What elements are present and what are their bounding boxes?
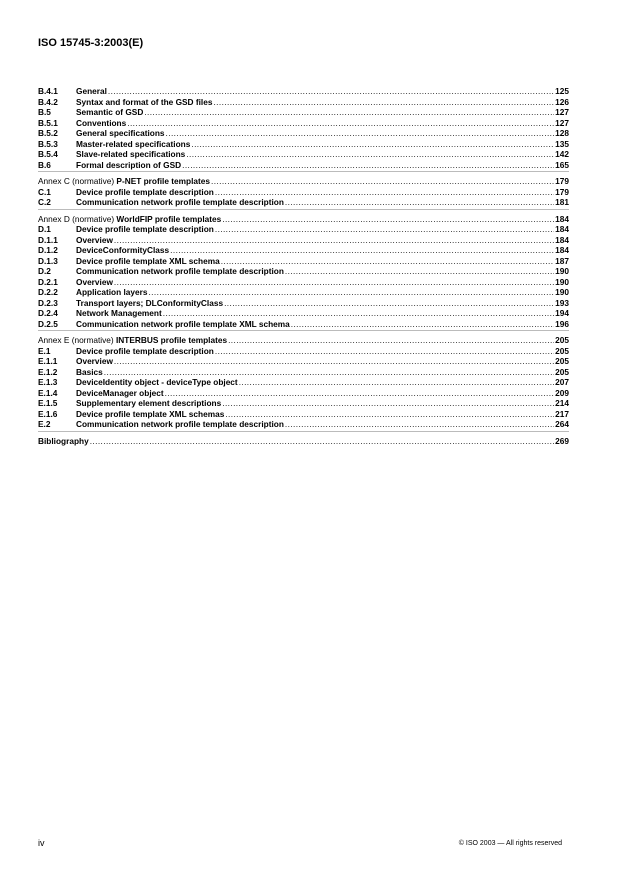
toc-entry-number: B.4.1 (38, 86, 58, 96)
toc-entry[interactable] (38, 245, 569, 256)
toc-entry-number: D.2 (38, 266, 51, 276)
toc-entry[interactable] (38, 197, 569, 208)
dot-leader (186, 149, 554, 160)
dot-leader (108, 86, 554, 97)
toc-entry-page: 128 (555, 128, 569, 138)
toc-entry-page: 135 (555, 138, 569, 149)
toc-entry-title: Device profile template description (76, 345, 214, 356)
dot-leader (222, 398, 554, 409)
toc-entry[interactable] (38, 419, 569, 430)
toc-entry-number: C.2 (38, 197, 51, 207)
toc-entry-number: D.2.4 (38, 308, 58, 318)
toc-annex-entry[interactable] (38, 176, 569, 187)
toc-entry-title: Communication network profile template description (76, 266, 284, 276)
toc-entry-title: Device profile template description (76, 186, 214, 197)
toc-entry-title (38, 214, 221, 225)
toc-entry-page: 184 (555, 213, 569, 224)
toc-entry-number: D.2.3 (38, 297, 58, 308)
annex-normative: (normative) (72, 176, 115, 186)
toc-entry-page: 165 (555, 159, 569, 170)
page-number: iv (38, 838, 45, 848)
toc-entry-title: Overview (76, 356, 113, 366)
dot-leader (114, 235, 554, 246)
toc-entry-title: Semantic of GSD (76, 107, 144, 117)
dot-leader (285, 197, 554, 208)
dot-leader (228, 335, 554, 346)
toc-entry-number: E.1.5 (38, 398, 58, 408)
toc-entry[interactable] (38, 266, 569, 277)
toc-entry-number: D.1.2 (38, 245, 58, 255)
toc-entry[interactable] (38, 256, 569, 267)
annex-label: Annex D (38, 213, 70, 224)
toc-entry-title: Communication network profile template XML schema (76, 318, 290, 329)
annex-title: INTERBUS profile templates (115, 335, 228, 345)
toc-annex-entry[interactable] (38, 436, 569, 447)
toc-entry[interactable] (38, 128, 569, 139)
toc-entry[interactable] (38, 118, 569, 129)
annex-title: P-NET profile templates (116, 176, 211, 186)
toc-entry-page: 269 (555, 435, 569, 446)
toc-entry-title: Master-related specifications (76, 138, 191, 149)
dot-leader (166, 128, 555, 139)
toc-entry-number: E.1.1 (38, 356, 58, 366)
toc-entry[interactable] (38, 277, 569, 288)
toc-entry-page: 196 (555, 318, 569, 329)
toc-entry-number: D.1 (38, 224, 51, 234)
toc-entry[interactable] (38, 107, 569, 118)
toc-annex-entry[interactable] (38, 335, 569, 346)
dot-leader (225, 409, 554, 420)
annex-label: Annex C (38, 176, 70, 186)
toc-entry[interactable] (38, 319, 569, 330)
toc-entry-page: 187 (555, 255, 569, 266)
toc-entry-title (38, 436, 89, 447)
toc-entry[interactable] (38, 287, 569, 298)
annex-title: Bibliography (38, 435, 89, 446)
toc-entry[interactable] (38, 160, 569, 171)
dot-leader (215, 224, 554, 235)
document-header: ISO 15745-3:2003(E) (38, 37, 144, 49)
toc-entry-title (38, 176, 210, 187)
dot-leader (211, 176, 554, 187)
toc-entry-title: General specifications (76, 128, 165, 138)
toc-entry-number: D.1.3 (38, 255, 58, 266)
toc-entry-title: Conventions (76, 117, 127, 128)
toc-entry-number: E.2 (38, 419, 51, 429)
toc-entry-page: 194 (555, 308, 569, 318)
annex-title: WorldFIP profile templates (116, 213, 222, 224)
toc-entry-title: Supplementary element descriptions (76, 398, 222, 408)
dot-leader (170, 245, 554, 256)
toc-entry-page: 179 (555, 176, 569, 186)
dot-leader (165, 388, 555, 399)
toc-entry-page: 127 (555, 117, 569, 128)
dot-leader (215, 346, 554, 357)
toc-entry[interactable] (38, 139, 569, 150)
toc-entry[interactable] (38, 86, 569, 97)
toc-entry[interactable] (38, 356, 569, 367)
toc-entry-number: D.2.5 (38, 318, 58, 329)
dot-leader (224, 298, 554, 309)
toc-entry-page: 125 (555, 86, 569, 96)
toc-entry-title: Slave-related specifications (76, 149, 186, 159)
toc-entry[interactable] (38, 308, 569, 319)
toc-entry-page: 184 (555, 245, 569, 255)
toc-entry-title: Device profile template XML schema (76, 255, 220, 266)
dot-leader (221, 256, 554, 267)
toc-annex-entry[interactable] (38, 214, 569, 225)
toc-entry-title: Application layers (76, 287, 148, 297)
dot-leader (114, 356, 554, 367)
dot-leader (285, 266, 554, 277)
toc-entry-title: Basics (76, 366, 103, 377)
toc-entry-title: Syntax and format of the GSD files (76, 96, 213, 107)
toc-entry-page: 217 (555, 408, 569, 419)
toc-entry-page: 209 (555, 387, 569, 398)
toc-entry-page: 190 (555, 276, 569, 287)
toc-entry-page: 214 (555, 398, 569, 408)
dot-leader (222, 214, 554, 225)
toc-entry-title: Overview (76, 276, 113, 287)
dot-leader (285, 419, 554, 430)
toc-entry-title: Network Management (76, 308, 162, 318)
toc-entry[interactable] (38, 187, 569, 198)
dot-leader (144, 107, 554, 118)
toc-entry-page: 205 (555, 335, 569, 345)
dot-leader (182, 160, 554, 171)
toc-entry-number: D.1.1 (38, 234, 58, 245)
toc-entry-page: 142 (555, 149, 569, 159)
annex-normative: (normative) (71, 335, 114, 345)
toc-entry-page: 205 (555, 356, 569, 366)
toc-entry-page: 179 (555, 186, 569, 197)
annex-normative: (normative) (72, 213, 115, 224)
copyright-notice: © ISO 2003 — All rights reserved (458, 840, 562, 847)
toc-entry[interactable] (38, 398, 569, 409)
toc-entry-number: E.1.2 (38, 366, 58, 377)
dot-leader (213, 97, 554, 108)
dot-leader (127, 118, 554, 129)
dot-leader (90, 436, 554, 447)
toc-entry[interactable] (38, 224, 569, 235)
dot-leader (148, 287, 554, 298)
toc-entry-page: 184 (555, 234, 569, 245)
toc-entry-title: Transport layers; DLConformityClass (76, 297, 224, 308)
toc-entry-page: 264 (555, 419, 569, 429)
dot-leader (104, 367, 554, 378)
dot-leader (215, 187, 554, 198)
toc-entry-page: 190 (555, 287, 569, 297)
toc-entry-number: D.2.1 (38, 276, 58, 287)
toc-entry[interactable] (38, 298, 569, 309)
toc-entry[interactable] (38, 97, 569, 108)
dot-leader (114, 277, 554, 288)
table-of-contents (38, 86, 569, 446)
toc-entry-title: DeviceManager object (76, 387, 164, 398)
toc-entry-title: Communication network profile template description (76, 197, 284, 207)
toc-entry[interactable] (38, 377, 569, 388)
toc-entry-page: 207 (555, 377, 569, 387)
toc-entry-number: B.4.2 (38, 96, 58, 107)
toc-entry-title: Overview (76, 234, 113, 245)
toc-entry-number: C.1 (38, 186, 51, 197)
toc-entry-number: E.1 (38, 345, 51, 356)
toc-entry-title (38, 335, 227, 346)
toc-entry[interactable] (38, 409, 569, 420)
toc-entry-number: B.5.2 (38, 128, 58, 138)
toc-entry-page: 190 (555, 266, 569, 276)
annex-label: Annex E (38, 335, 70, 345)
toc-entry[interactable] (38, 388, 569, 399)
toc-entry-title: Formal description of GSD (76, 159, 182, 170)
toc-entry-page: 193 (555, 297, 569, 308)
toc-entry-title: Device profile template XML schemas (76, 408, 225, 419)
toc-entry[interactable] (38, 235, 569, 246)
dot-leader (163, 308, 554, 319)
dot-leader (291, 319, 554, 330)
toc-entry-number: E.1.3 (38, 377, 58, 387)
toc-entry[interactable] (38, 367, 569, 378)
toc-entry-number: E.1.4 (38, 387, 58, 398)
toc-entry-page: 205 (555, 345, 569, 356)
toc-entry-title: Device profile template description (76, 224, 214, 234)
toc-entry-title: Communication network profile template description (76, 419, 284, 429)
toc-entry-number: D.2.2 (38, 287, 58, 297)
toc-entry-page: 126 (555, 96, 569, 107)
toc-entry-number: B.5.4 (38, 149, 58, 159)
toc-entry[interactable] (38, 346, 569, 357)
toc-entry[interactable] (38, 149, 569, 160)
toc-entry-number: B.5 (38, 107, 51, 117)
toc-entry-page: 184 (555, 224, 569, 234)
toc-entry-number: B.6 (38, 159, 51, 170)
toc-entry-title: DeviceConformityClass (76, 245, 170, 255)
toc-entry-number: E.1.6 (38, 408, 58, 419)
toc-entry-page: 205 (555, 366, 569, 377)
toc-entry-title: DeviceIdentity object - deviceType object (76, 377, 238, 387)
toc-entry-number: B.5.3 (38, 138, 58, 149)
toc-entry-page: 181 (555, 197, 569, 207)
toc-entry-number: B.5.1 (38, 117, 58, 128)
toc-entry-title: General (76, 86, 107, 96)
toc-entry-page: 127 (555, 107, 569, 117)
dot-leader (191, 139, 554, 150)
dot-leader (239, 377, 554, 388)
